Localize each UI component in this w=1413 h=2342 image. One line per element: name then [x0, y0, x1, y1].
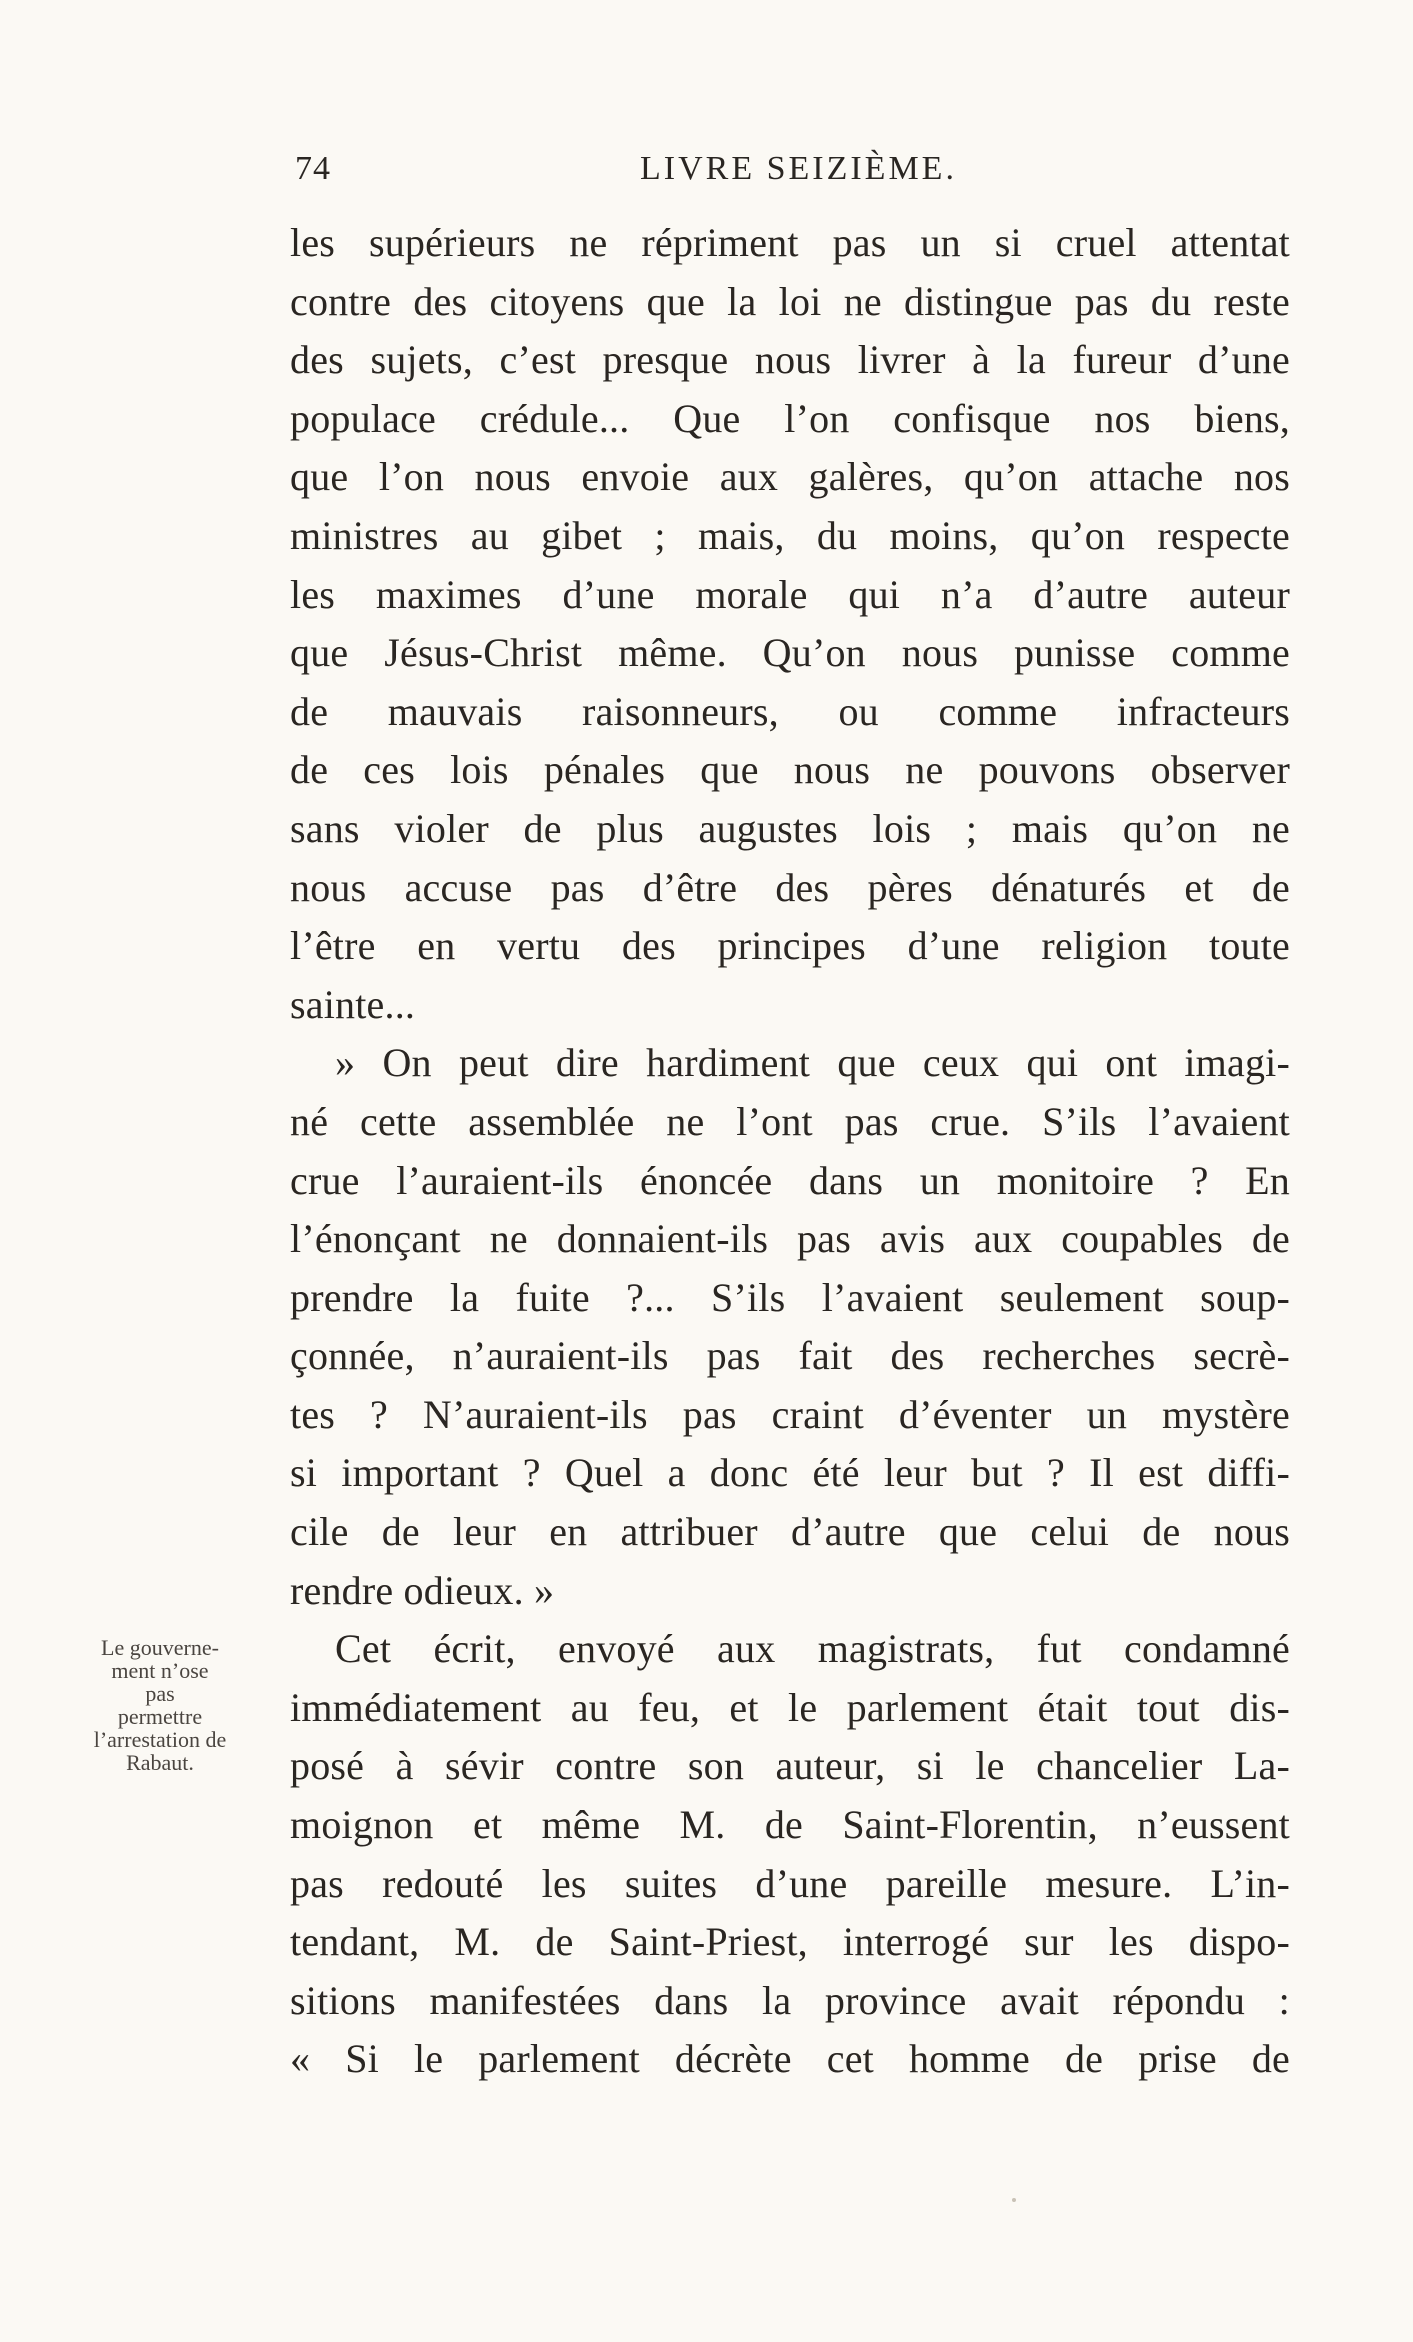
margin-note-line: permettre [117, 1704, 203, 1729]
text-line: nous accuse pas d’être des pères dénaturés et de [290, 864, 1290, 910]
margin-note-line: ment n’ose [111, 1658, 209, 1683]
margin-note-line: Le gouverne- [101, 1635, 219, 1660]
text-line: les supérieurs ne répriment pas un si cruel attentat [290, 220, 1290, 265]
text-line: que Jésus-Christ même. Qu’on nous punisse comme [290, 630, 1290, 676]
text-line: contre des citoyens que la loi ne distingue pas du reste [290, 278, 1290, 324]
text-line: Cet écrit, envoyé aux magistrats, fut condamné [335, 1626, 1290, 1672]
text-line: des sujets, c’est presque nous livrer à la fureur d’une [290, 337, 1290, 383]
text-line: posé à sévir contre son auteur, si le chancelier La- [290, 1743, 1290, 1789]
text-line: né cette assemblée ne l’ont pas crue. S’ils l’avaient [290, 1098, 1290, 1144]
text-line: pas redouté les suites d’une pareille mesure. L’in- [290, 1860, 1290, 1906]
margin-note-line: Rabaut. [126, 1750, 194, 1775]
text-line: populace crédule... Que l’on confisque nos biens, [290, 395, 1290, 441]
text-line: rendre odieux. » [290, 1567, 555, 1613]
text-line: ministres au gibet ; mais, du moins, qu’on respecte [290, 512, 1290, 558]
book-title: LIVRE SEIZIÈME. [640, 150, 957, 187]
text-line: de mauvais raisonneurs, ou comme infracteurs [290, 688, 1290, 734]
text-line: sainte... [290, 981, 416, 1027]
text-line: immédiatement au feu, et le parlement était tout dis- [290, 1684, 1290, 1730]
text-line: tes ? N’auraient-ils pas craint d’éventer un mystère [290, 1391, 1290, 1437]
text-line: » On peut dire hardiment que ceux qui ont imagi- [335, 1040, 1290, 1086]
text-line: que l’on nous envoie aux galères, qu’on attache nos [290, 454, 1290, 500]
text-line: les maximes d’une morale qui n’a d’autre auteur [290, 571, 1290, 617]
text-line: tendant, M. de Saint-Priest, interrogé sur les dispo- [290, 1919, 1290, 1965]
running-head [290, 150, 1290, 200]
body-text [290, 214, 1290, 2089]
text-line: l’énonçant ne donnaient-ils pas avis aux coupables de [290, 1216, 1290, 1262]
text-line: crue l’auraient-ils énoncée dans un monitoire ? En [290, 1157, 1290, 1203]
text-line: « Si le parlement décrète cet homme de prise de [290, 2036, 1290, 2082]
text-line: l’être en vertu des principes d’une religion toute [290, 923, 1290, 969]
text-line: si important ? Quel a donc été leur but ? Il est diffi- [290, 1450, 1290, 1496]
text-line: cile de leur en attribuer d’autre que celui de nous [290, 1509, 1290, 1555]
text-line: de ces lois pénales que nous ne pouvons observer [290, 747, 1290, 793]
text-line: sitions manifestées dans la province avait répondu : [290, 1977, 1290, 2023]
paper-speck [1012, 2198, 1016, 2202]
margin-note-line: pas [145, 1681, 175, 1706]
text-line: çonnée, n’auraient-ils pas fait des recherches secrè- [290, 1333, 1290, 1379]
text-line: sans violer de plus augustes lois ; mais qu’on ne [290, 805, 1290, 851]
page-number: 74 [295, 150, 331, 187]
text-line: prendre la fuite ?... S’ils l’avaient seulement soup- [290, 1274, 1290, 1320]
margin-note [40, 1636, 280, 1774]
margin-note-line: l’arrestation de [93, 1727, 227, 1752]
text-line: moignon et même M. de Saint-Florentin, n’eussent [290, 1802, 1290, 1848]
